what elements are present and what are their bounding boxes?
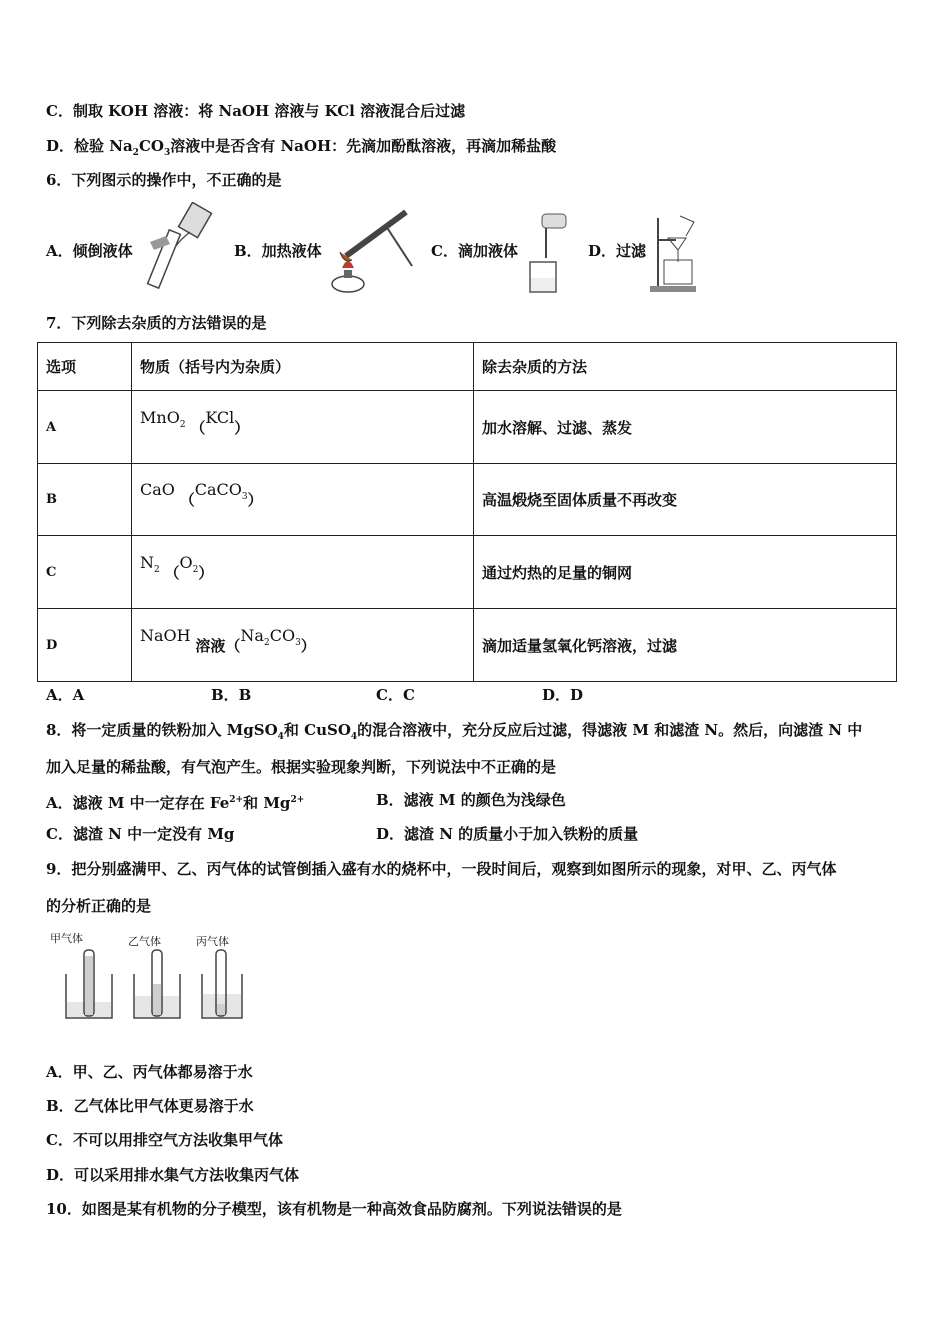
q6-option-b: B．加热液体	[234, 242, 322, 260]
q9-option-c: C．不可以用排空气方法收集甲气体	[46, 1131, 283, 1149]
row-method: 通过灼热的足量的铜网	[474, 536, 897, 609]
q8-option-d: D．滤渣 N 的质量小于加入铁粉的质量	[376, 825, 639, 843]
row-method: 高温煅烧至固体质量不再改变	[474, 464, 897, 536]
row-substance: $N_2$ $(O_2)$	[132, 536, 474, 609]
row-method: 加水溶解、过滤、蒸发	[474, 391, 897, 464]
row-label: B	[38, 464, 132, 536]
row-label: D	[38, 609, 132, 682]
row-substance: CaO （CaCO$_3$）	[132, 464, 474, 536]
table-header-row	[38, 343, 897, 391]
q8-option-c: C．滤渣 N 中一定没有 Mg	[46, 825, 235, 843]
dropping-liquid-figure	[522, 212, 574, 296]
q6-stem: 6．下列图示的操作中，不正确的是	[46, 171, 282, 189]
row-substance: MnO$_2$ （KCl）	[132, 391, 474, 464]
table-row	[38, 391, 897, 464]
q8-stem-line2: 加入足量的稀盐酸，有气泡产生。根据实验现象判断，下列说法中不正确的是	[46, 758, 557, 776]
q9-option-a: A．甲、乙、丙气体都易溶于水	[46, 1063, 253, 1081]
row-label: A	[38, 391, 132, 464]
table-row	[38, 609, 897, 682]
header-substance: 物质（括号内为杂质）	[132, 343, 474, 391]
q6-option-a: A．倾倒液体	[46, 242, 133, 260]
header-option: 选项	[38, 343, 132, 391]
q7-option-c: C．C	[376, 686, 415, 704]
fig-label-bing: 丙气体	[196, 935, 229, 948]
q8-stem-line1: 8．将一定质量的铁粉加入 MgSO$_4$和 CuSO$_4$的混合溶液中，充分反应后过滤，得滤液 M 和滤渣 N。然后，向滤渣 N 中	[46, 721, 863, 742]
q7-option-a: A．A	[46, 686, 85, 704]
table-row	[38, 536, 897, 609]
row-method: 滴加适量氢氧化钙溶液，过滤	[474, 609, 897, 682]
q7-stem: 7．下列除去杂质的方法错误的是	[46, 314, 267, 332]
q9-stem-line2: 的分析正确的是	[46, 897, 152, 915]
q8-option-a: A．滤液 M 中一定存在 $Fe^{2+}$和 $Mg^{2+}$	[46, 794, 305, 812]
q5-option-d: D．检验 $Na_2CO_3$溶液中是否含有 NaOH：先滴加酚酞溶液，再滴加稀盐酸	[46, 137, 557, 158]
row-substance: NaOH 溶液$(Na_2CO_3)$	[132, 609, 474, 682]
gas-test-tubes-figure	[56, 944, 246, 1024]
q6-option-c: C．滴加液体	[431, 242, 518, 260]
q7-option-b: B．B	[211, 686, 252, 704]
q8-option-b: B．滤液 M 的颜色为浅绿色	[376, 791, 566, 809]
fig-label-yi: 乙气体	[128, 935, 161, 948]
fig-label-jia: 甲气体	[50, 932, 83, 945]
impurity-removal-table	[37, 342, 897, 682]
q7-option-d: D．D	[542, 686, 584, 704]
q9-option-d: D．可以采用排水集气方法收集丙气体	[46, 1166, 300, 1184]
q10-stem: 10．如图是某有机物的分子模型，该有机物是一种高效食品防腐剂。下列说法错误的是	[46, 1200, 622, 1218]
q9-stem-line1: 9．把分别盛满甲、乙、丙气体的试管倒插入盛有水的烧杯中，一段时间后，观察到如图所示的现象，对甲、乙、丙气体	[46, 860, 837, 878]
table-row	[38, 464, 897, 536]
q9-option-b: B．乙气体比甲气体更易溶于水	[46, 1097, 254, 1115]
q5-option-c: C．制取 KOH 溶液：将 NaOH 溶液与 KCl 溶液混合后过滤	[46, 102, 466, 120]
heating-liquid-figure	[326, 204, 416, 296]
row-label: C	[38, 536, 132, 609]
header-method: 除去杂质的方法	[474, 343, 897, 391]
pouring-liquid-figure	[140, 202, 222, 294]
filtration-figure	[646, 210, 698, 296]
q6-option-d: D．过滤	[588, 242, 647, 260]
